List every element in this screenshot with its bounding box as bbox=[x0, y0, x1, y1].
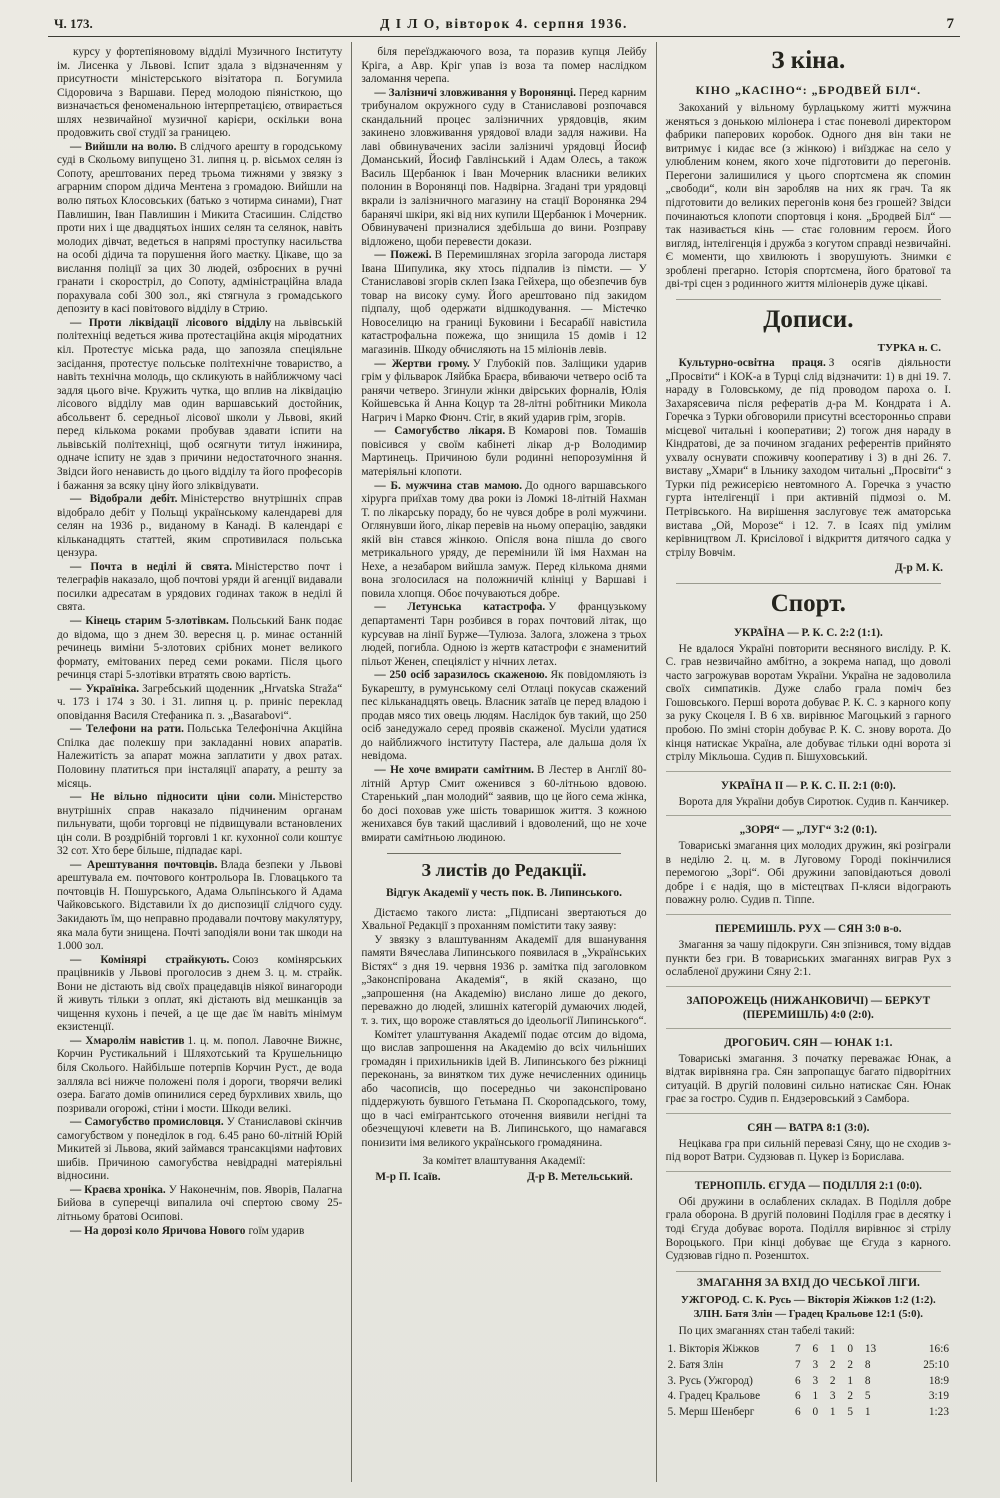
news-paragraph bbox=[361, 46, 646, 87]
masthead bbox=[48, 16, 960, 36]
sport-entry bbox=[666, 1171, 951, 1264]
team-stats: 7 3 2 2 8 bbox=[794, 1358, 871, 1371]
dispatch-text: З осягів діяльности „Просвіти“ і КОК-а в Турці слід відзначити: 1) в дні 19. 7. нараду в Головському, де під проводом пароха о. І. Захарясевича після рефератів д-ра М. Кондрата і А. Горечка з Турки обговорили присутні всесторонньо справи місцевої читальні і кооперативи; 2) тогож дня нараду в Кіндратові, де за почином згаданих референтів прийнято ухвалу оснувати споживчу кооперативу і 3) в дні 26. 7. виставу „Хмари“ в Ільнику заходом читальні „Просвіти“ з Турки під режисерією невтомного А. Горечка з участю гурта інтелігенції і при активній підмозі о. М. Петрівського. На вирішення заслуговує теж аматорська вистава „Ой, Морозе“ і 12. 7. в Ісаях під умілим керівництвом Л. Крисілової і відкриття дитячого садка у стрілу Вовчім. bbox=[665, 357, 951, 559]
news-lead: — Не вільно підносити ціни соли. bbox=[70, 791, 276, 804]
news-lead: — Арештування почтовців. bbox=[70, 858, 218, 871]
signature-right: Д-р В. Метельський. bbox=[527, 1171, 633, 1184]
news-lead: — Вийшли на волю. bbox=[70, 140, 177, 153]
news-paragraph bbox=[361, 480, 646, 602]
sport-entry bbox=[666, 815, 951, 908]
cinema-heading: КІНО „КАСІНО“: „БРОДВЕЙ БІЛ“. bbox=[695, 83, 922, 97]
match-result-heading: УКРАЇНА — Р. К. С. 2:2 (1:1). bbox=[733, 626, 883, 639]
news-text: Влада безпеки у Львові арештувала ем. почтового контрольора Ів. Гловацького та почтовців Н. Пошурського, Адама Ольпінського й Адама Чайковського. Відставили їх до диспозиції слідчого суду. Закидають їм, що неправно продавали почтову макулятуру, яка мала бути знищена. Почті заподіяли вони так шкоди на 1.000 зол. bbox=[57, 858, 343, 953]
team-stats: 7 6 1 0 13 bbox=[794, 1343, 877, 1355]
match-result-heading: УКРАЇНА II — Р. К. С. II. 2:1 (0:0). bbox=[720, 779, 896, 792]
team-name: 2. Батя Злін bbox=[667, 1358, 724, 1371]
news-text: В слідчого арешту в городському суді в Скольому випущено 31. липня ц. р. вісьмох селян із Сопоту, арештованих перед трьома тижнями у звязку з аграрним спором дідича Ментена з громадою. Вийшли на волю пятьох Клосовських (батько з чотирма синами), Гнат Павлишин, Іван Павлишин і Микита Стасишин. Слідство проти них і ще двадцятьох інших селян та селянок, навіть молодих дівчат, ведеться в напрямі проступку насильства на особі дідича та порушення його маєтку. Цікаве, що за вислання поліції за цих 30 людей, озброєних в ручні гранати і скоростріл, до Сопоту, адміністраційна влада порахувала собі 300 зол., які стягнула з громадського депозиту в касі повітового відділу в Стрию. bbox=[57, 140, 343, 316]
match-report-text: Товариські змагання. З початку переважає Юнак, а відтак вирівняна гра. Сян запропащує багато підворітних ситуацій. В другій половині сильно натискає Сян. Юнак грає за гостро. Судив п. Ендзеровський з Самбора. bbox=[665, 1052, 951, 1106]
team-name: 4. Градец Кральове bbox=[667, 1390, 761, 1403]
sport-entry bbox=[666, 771, 951, 810]
news-paragraph bbox=[57, 615, 342, 683]
news-paragraph bbox=[361, 425, 646, 479]
news-text: В Комарові пов. Томашів повісився у своїм кабінеті лікар д-р Володимир Мартинець. Причиною були родинні непорозуміння й матеріяльні клопоти. bbox=[361, 425, 647, 478]
league-title: ЗМАГАННЯ ЗА ВХІД ДО ЧЕСЬКОЇ ЛІГИ. bbox=[696, 1276, 920, 1289]
news-paragraph bbox=[57, 317, 342, 493]
news-paragraph bbox=[361, 601, 646, 669]
league-section bbox=[666, 1277, 951, 1421]
goal-ratio: 3:19 bbox=[928, 1390, 949, 1403]
news-paragraph bbox=[57, 561, 342, 615]
news-paragraph bbox=[57, 683, 342, 724]
news-list-1 bbox=[57, 46, 342, 1238]
news-text: У Глубокій пов. Заліщики ударив грім у фільварок Ляйбка Браєра, вбиваючи четверо осіб та ранячи четверо. Згинули жінки двірських форналів, Юлія Койшевська й Анна Коцур та 28-літні робітники Микола Нагрич і Марко Фюнч. Стіг, в який ударив грім, згорів. bbox=[361, 357, 647, 424]
news-paragraph bbox=[361, 249, 646, 357]
news-text: Перед карним трибуналом окружного суду в Станиславові розпочався скандальний процес залізничних урядовців, яким закинено зловживання урядової влади задля наживи. На лаві обвинувачених засіли залізничі урядовці Йосиф Доманський, Йосиф Гавлінський і Адам Олесь, а також Василь Щербанюк і Іван Мочерник власники великих полонин в Воронянці пов. Надвірна. Згадані три урядовці вкрали із залізничного магазину на стації Воронянка 294 баранячі шкіри, які від них купили Щербанюк і Мочерник. Обвинувачені призналися здебільша до вини. Розправу відложено, щоби перевести докази. bbox=[361, 86, 647, 248]
header-rule bbox=[48, 36, 960, 37]
news-lead: — Почта в неділі й свята. bbox=[70, 560, 233, 573]
news-paragraph bbox=[57, 1225, 342, 1239]
league-result-line: ЗЛІН. Батя Злін — Градец Кральове 12:1 (5:0). bbox=[693, 1308, 923, 1321]
news-text: Міністерство внутрішніх справ наказало підчиненим органам пильнувати, щоби торговці не підвищували встановлених цін соли. В роздрібній торговлі 1 кг. кухонної соли коштує 32 сот. Хто бере більше, підпадає карі. bbox=[57, 791, 343, 858]
sport-section-title: Спорт. bbox=[770, 589, 846, 617]
sport-entry bbox=[666, 986, 951, 1022]
news-lead: — Відобрали дебіт. bbox=[70, 493, 178, 506]
league-table-intro: По цих змаганнях стан табелі такий: bbox=[678, 1325, 855, 1338]
signature-left: М-р П. Ісаїв. bbox=[375, 1171, 441, 1184]
column-3 bbox=[656, 42, 960, 1482]
section-divider bbox=[676, 299, 941, 300]
news-text: В Перемишлянах згоріла загорода листаря Івана Шипулика, яку хтось підпалив із пімсти. — У Станиславові згорів склеп Ізака Гейхера, що обезпечив був товар на високу суму. Його арештовано під закидом підпалу, щоб одержати відшкодування. — Містечко Новоселицю на границі Буковини і Бесарабії навістила катастрофальна пожежа, що знищила 15 домів і 12 магазинів. Шкоду обчисляють на 15 міліонів левів. bbox=[361, 249, 647, 357]
news-text: Польський Банк подає до відома, що з днем 30. вересня ц. р. минає останній речинець виміни 5-злотових срібних монет великого формату, емітованих перед семи роками. Після цього речинця старі 5-злотівки втратять свою вартість. bbox=[57, 614, 343, 682]
news-lead: — Пожежі. bbox=[374, 249, 432, 262]
news-lead: — Телефони на рати. bbox=[70, 723, 184, 736]
goal-ratio: 16:6 bbox=[928, 1343, 949, 1355]
dispatch-paragraph bbox=[666, 357, 951, 560]
news-lead: — Жертви грому. bbox=[374, 357, 470, 370]
dispatches-section-title: Дописи. bbox=[763, 305, 854, 333]
section-divider bbox=[676, 583, 941, 584]
letters-paragraph: Дістаємо такого листа: „Підписані звертаються до Хвальної Редакції з проханням помістити таку заяву: bbox=[361, 906, 647, 933]
letters-paragraph: Комітет улаштування Академії подає отсим до відома, що вислав запрошення на Академію до всіх чильніших громадян і прихильників ідей В. Липинського без ріжниці переконань, за винятком тих дуже нечисленних одиниць або часописів, що посередньо чи законспіровано піддержують бувшого Гетьмана П. Скоропадського, тому, що в часі еміґрантського оточення виявили негідні та обезчещуючі клевети на В. Липинського, що намагався понизити імя великого українського громадянина. bbox=[361, 1028, 647, 1149]
news-text: Як повідомляють із Букарешту, в румунському селі Отлаці покусав скажений пес кільканадцять овець. Власник затаїв це перед владою і продав мясо тих овець людям. Наслідок був такий, що 250 осіб занедужало серед проявів скаженої. Мусіли удатися до найближчого інституту Пастера, але дальша доля їх невідома. bbox=[361, 669, 647, 763]
news-paragraph bbox=[361, 87, 646, 250]
news-lead: — Залізничі зловживання у Воронянці. bbox=[374, 86, 576, 99]
letters-paragraphs bbox=[361, 907, 646, 1151]
letters-closing: За комітет влаштування Академії: bbox=[422, 1154, 586, 1167]
issue-number: Ч. 173. bbox=[54, 16, 93, 31]
columns bbox=[48, 42, 960, 1482]
news-lead: — Комінярі страйкують. bbox=[70, 953, 230, 966]
league-result-line: УЖГОРОД. С. К. Русь — Вікторія Жіжков 1:2 (1:2). bbox=[680, 1294, 936, 1307]
team-stats: 6 1 3 2 5 bbox=[794, 1390, 871, 1403]
team-name: 1. Вікторія Жіжков bbox=[667, 1343, 760, 1355]
match-result-heading: ТЕРНОПІЛЬ. ЄГУДА — ПОДІЛЛЯ 2:1 (0:0). bbox=[694, 1179, 922, 1192]
match-report-text: Товариські змагання цих молодих дружин, які розіграли в неділю 2. ц. м. в Луговому Городі покінчилися перемогою „Зорі“. Обі дружини заповідаються доволі добре і є надія, що в містецтвах П-кляси відограють поважну ролю. Судив п. Тіппе. bbox=[665, 840, 951, 907]
letters-section-subtitle: Відгук Академії у честь пок. В. Липинського. bbox=[386, 886, 622, 899]
news-lead: — Самогубство лікаря. bbox=[374, 425, 506, 438]
news-lead: — Кінець старим 5-злотівкам. bbox=[70, 614, 229, 627]
dispatch-signature: Д-р М. К. bbox=[895, 562, 943, 575]
news-paragraph bbox=[361, 358, 646, 426]
league-table-row bbox=[668, 1389, 949, 1405]
cinema-section bbox=[666, 46, 951, 292]
news-text: Загребський щоденник „Hrvatska Straža“ ч. 173 і 174 з 30. і 31. липня ц. р. приніс переклад оповідання Василя Стефаника п. з. „Basarabovi“. bbox=[57, 682, 343, 722]
news-text: В Лестер в Англії 80-літній Артур Смит оженився з 60-літньою вдовою. Старенький „пан молодий“ заявив, що це його сема жінка, бо досі поховав уже шість товаришок життя. З кожною женихався був такий щасливий і вдоволений, що не хоче вмирати самітньою людиною. bbox=[361, 763, 647, 844]
news-paragraph bbox=[57, 46, 342, 141]
news-lead: — Летунська катастрофа. bbox=[374, 601, 546, 614]
match-result-heading: ДРОГОБИЧ. СЯН — ЮНАК 1:1. bbox=[724, 1036, 893, 1049]
news-paragraph bbox=[361, 764, 646, 845]
team-name: 5. Мерш Шенберг bbox=[667, 1406, 755, 1419]
news-text: Польська Телефонічна Акційна Спілка дає полекшу при закладанні нових апаратів. Належитість за апарат можна заплатити у двох ратах. Половину платиться при інсталяції апарату, а решту за місяць. bbox=[57, 723, 343, 790]
news-text: У французькому департаменті Тарн розбився в горах почтовий літак, що курсував на лінії Бурже—Тулюза. Залога, зложена з трьох людей, погибла. Одною із жертв катастрофи є знаменитий пільот Женен, спеціяліст у нічних летах. bbox=[361, 601, 647, 668]
team-name: 3. Русь (Ужгород) bbox=[667, 1374, 753, 1387]
sport-entry bbox=[666, 914, 951, 980]
sport-section bbox=[666, 589, 951, 1421]
news-lead: — Не хоче вмирати самітним. bbox=[374, 763, 534, 776]
news-lead: — Україніка. bbox=[70, 682, 140, 695]
news-paragraph bbox=[57, 723, 342, 791]
league-table-row bbox=[668, 1405, 949, 1421]
league-results bbox=[666, 1294, 951, 1321]
match-report-text: Змагання за чашу підокруги. Сян зпізнився, тому віддав пункти без гри. В товариських змаганнях виграв Рух з ослабленої дружини Сяну 2:1. bbox=[665, 938, 951, 979]
match-report-text: Нецікава гра при сильній перевазі Сяну, що не сходив з-під ворот Ватри. Судзював п. Цукер із Борислава. bbox=[665, 1137, 951, 1164]
goal-ratio: 18:9 bbox=[928, 1374, 949, 1387]
league-table-row bbox=[668, 1342, 949, 1358]
letters-paragraph: У звязку з влаштуванням Академії для вшанування памяти Вячеслава Липинського появилася в „Українських Вістях“ з дня 19. червня 1936 р. замітка під заголовком „Законспірована Академія“, в якій сказано, що „запрошення (на Академію) вислано лише до декого, переважно до людей, злишніх категорій думаючих людей, т. з. тих, що вороже ставляться до ідеольогії Липинського“. bbox=[361, 933, 647, 1028]
news-lead: — 250 осіб заразилось скаженою. bbox=[374, 669, 548, 682]
news-lead: — Краєва хроніка. bbox=[70, 1183, 166, 1196]
news-text: курсу у фортепіяновому відділі Музичного Інституту ім. Лисенка у Львові. Іспит здала з відзначенням у присутности міністерського візітатора п. Богумила Сідоровича з Варшави. Перед молодою піяністкою, що визначається феноменальною інтерпретацією, отвирається шлях незвичайної музичної карієри, оскільки вона продовжить свої студії за границею. bbox=[57, 46, 343, 140]
letters-section-title: З листів до Редакції. bbox=[421, 860, 587, 881]
sport-entries bbox=[666, 626, 951, 1264]
dispatch-byline: ТУРКА н. С. bbox=[877, 341, 941, 354]
news-text: Міністерство внутрішніх справ відобрало дебіт у Польщі українському календареві для селян на 1936 р., виданому в Канаді. В календарі є кільканадцять статтей, яким спротивилася польська цензура. bbox=[57, 493, 343, 560]
section-divider bbox=[676, 1271, 941, 1272]
match-result-heading: СЯН — ВАТРА 8:1 (3:0). bbox=[747, 1121, 870, 1134]
news-lead: — Б. мужчина став мамою. bbox=[374, 479, 523, 492]
goal-ratio: 25:10 bbox=[923, 1358, 949, 1371]
league-table bbox=[666, 1342, 951, 1421]
news-text: У Наконечнім, пов. Яворів, Палагна Бийова в суперечці випалила очі спертою свому 25-літньому братові Осипові. bbox=[57, 1183, 343, 1224]
section-divider bbox=[387, 853, 620, 854]
team-stats: 6 3 2 1 8 bbox=[794, 1374, 871, 1387]
team-stats: 6 0 1 5 1 bbox=[794, 1406, 871, 1419]
news-paragraph bbox=[57, 141, 342, 317]
sport-entry bbox=[666, 1028, 951, 1107]
match-report-text: Обі дружини в ослаблених складах. В Поділля добре грала оборона. В другій половині Поділля грає в десятку і тоді Єгуда добуває ворота. Поділля вирівнює зі стрілу Вороцького. При кінці добуває ще Єгуда з карного. Судзював гідно п. Розенштох. bbox=[665, 1195, 951, 1263]
sport-entry bbox=[666, 1113, 951, 1165]
news-text: Союз комінярських працівників у Львові проголосив з днем 3. ц. м. страйк. Вони не дістають від своїх працедавців ніякої винагороди й живуть тільки з оплат, які дістають від мешканців за чищення кухонь і печей, а це ще дає їм навіть мінімум екзистенції. bbox=[57, 953, 343, 1034]
match-report-text: Ворота для України добув Сиротюк. Судив п. Канчикер. bbox=[678, 795, 949, 808]
news-text: Міністерство почт і телеграфів наказало, щоб почтові уряди й агенції видавали посилки адресатам в урядових годинах також в неділі й свята. bbox=[57, 560, 343, 614]
news-paragraph bbox=[57, 859, 342, 954]
column-1 bbox=[48, 42, 351, 1482]
letters-signatures bbox=[361, 1168, 646, 1185]
news-text: До одного варшавського хірурга приїхав тому два роки із Ломжі 18-літній Нахман Т. по лікарську пораду, бо не чувся добре в ролі мужчини. Оглянувши його, лікар перевів на ньому операцію, завдяки якій він стався жінкою. Опісля вона пішла до свого метрикального уряду, де перемінили їй імя Нахман на Нехе, а незабаром вийшла замуж. Перед кількома днями вона зголосилася на положничій клініці у Варшаві і повила хлопця. Обоє почуваються добре. bbox=[361, 479, 647, 600]
news-text: гоїм ударив bbox=[248, 1224, 305, 1237]
league-table-row bbox=[668, 1358, 949, 1374]
cinema-review-text: Закоханий у вільному бурлацькому житті мужчина женяться з донькою міліонера і стає поневолі директором фабрики паперових коробок. Одного дня він таки не витримує і кидає все (з жінкою) і виїзджає на село у улюбленим конем, якого хоче підготовити до перегонів. Перегони залишилися у цього спортсмена як спомин „свободи“, коли він заробляв на них як грач. Та як підготовити до великих перегонів коня без грошей? Звідси починаються клопоти спортовця і коня. „Бродвей Біл“ — так називається кінь — стає головним героєм. Його вигляд, інтелігенція і дружба з когутом справді незвичайні. Є моменти, що хвилюють і зворушують. Знимки є зроблені прегарно. Історія спортсмена, його братової та дві-трі сцен з родинного життя міліонерів дуже цікаві. bbox=[665, 102, 951, 291]
news-paragraph bbox=[57, 791, 342, 859]
news-lead: — Самогубство промисловця. bbox=[70, 1116, 224, 1129]
league-table-row bbox=[668, 1374, 949, 1390]
news-lead: — На дорозі коло Яричова Нового bbox=[70, 1224, 246, 1237]
news-text: 1. ц. м. попол. Лавочне Вижнє, Корчин Рустикальний і Шляхотський та Крушельницю біля Сколього. Найбільше потерпів Корчин Руст., де вода залляла всі нижче положені поля і дороги, творячи великі озера. Багато домів опинилися серед бурхливих хвиль, що позривали огорожі, стіни і мости. Шкоди великі. bbox=[57, 1034, 343, 1115]
news-paragraph bbox=[57, 1184, 342, 1225]
news-text: на львівській політехніці ведеться жива протестаційна акція міродатних кіл. Протестує міська рада, що запозяла спеціяльне засідання, протестує польське політехнічне товариство, а навіть технічна молодь, що скликують в найближчому часі задля цього віче. Кружить чутка, що вплив на ліквідацію лісового відділу мав один варшавський достойник, абсольвент б. середньої лісової школи у Львові, який перед кількома роками пробував здавати іспити на львівській політехніці, щоб осягнути титул інжинира, одначе іспиту не здав з причини недостаточного знання. Звідси його ненависть до цього відділу та його професорів і бажання за всяку ціну його зліквідувати. bbox=[57, 316, 343, 492]
news-paragraph bbox=[361, 669, 646, 764]
news-paragraph bbox=[57, 1116, 342, 1184]
match-result-heading: „ЗОРЯ“ — „ЛУГ“ 3:2 (0:1). bbox=[739, 824, 878, 837]
match-result-heading: ПЕРЕМИШЛЬ. РУХ — СЯН 3:0 в-о. bbox=[715, 922, 902, 935]
column-2 bbox=[351, 42, 655, 1482]
news-paragraph bbox=[57, 493, 342, 561]
masthead-title: Д І Л О, вівторок 4. серпня 1936. bbox=[380, 16, 628, 31]
news-lead: — Хмаролім навістив bbox=[70, 1034, 185, 1047]
match-report-text: Не вдалося Україні повторити весняного висліду. Р. К. С. грав незвичайно амбітно, а зокрема напад, що доволі часто загрожував воротам України. Україна не задоволила своїх симпатиків. Дуже слабо грала поміч без Гошовського. Перші ворота добуває Р. К. С. з карного копу за руку Скоцеля І. В 6 хв. вирівнює Магоцький з гарного пробою. По зміні сторін добуває Р. К. С. знову ворота. До кінця натискає Україна, але добуває тільки одні ворота зі стрілу Мікльоша. Судив п. Бішуховський. bbox=[665, 642, 951, 764]
news-paragraph bbox=[57, 954, 342, 1035]
match-result-heading: ЗАПОРОЖЕЦЬ (НИЖАНКОВИЧІ) — БЕРКУТ (ПЕРЕМИШЛЬ) 4:0 (2:0). bbox=[686, 994, 931, 1021]
dispatches-section bbox=[666, 305, 951, 576]
dispatch-lead: Культурно-освітна праця. bbox=[678, 357, 826, 369]
page-number: 7 bbox=[946, 16, 954, 32]
news-text: У Станиславові скінчив самогубством у понеділок в год. 6.45 рано 60-літній Юрій Микитей зі Львова, який займався трансакціями нафтових шибів. Причиною самогубства невідрадні матеріяльні відносини. bbox=[57, 1116, 343, 1183]
news-list-2 bbox=[361, 46, 646, 845]
news-lead: — Проти ліквідації лісового відділу bbox=[70, 316, 272, 329]
cinema-section-title: З кіна. bbox=[771, 47, 846, 74]
sport-entry bbox=[666, 626, 951, 765]
news-paragraph bbox=[57, 1035, 342, 1116]
goal-ratio: 1:23 bbox=[928, 1406, 949, 1419]
news-text: біля переїзджаючого воза, та поразив купця Лейбу Кріга, а Авр. Кріг упав із воза та помер наслідком заломання черепа. bbox=[361, 46, 647, 86]
